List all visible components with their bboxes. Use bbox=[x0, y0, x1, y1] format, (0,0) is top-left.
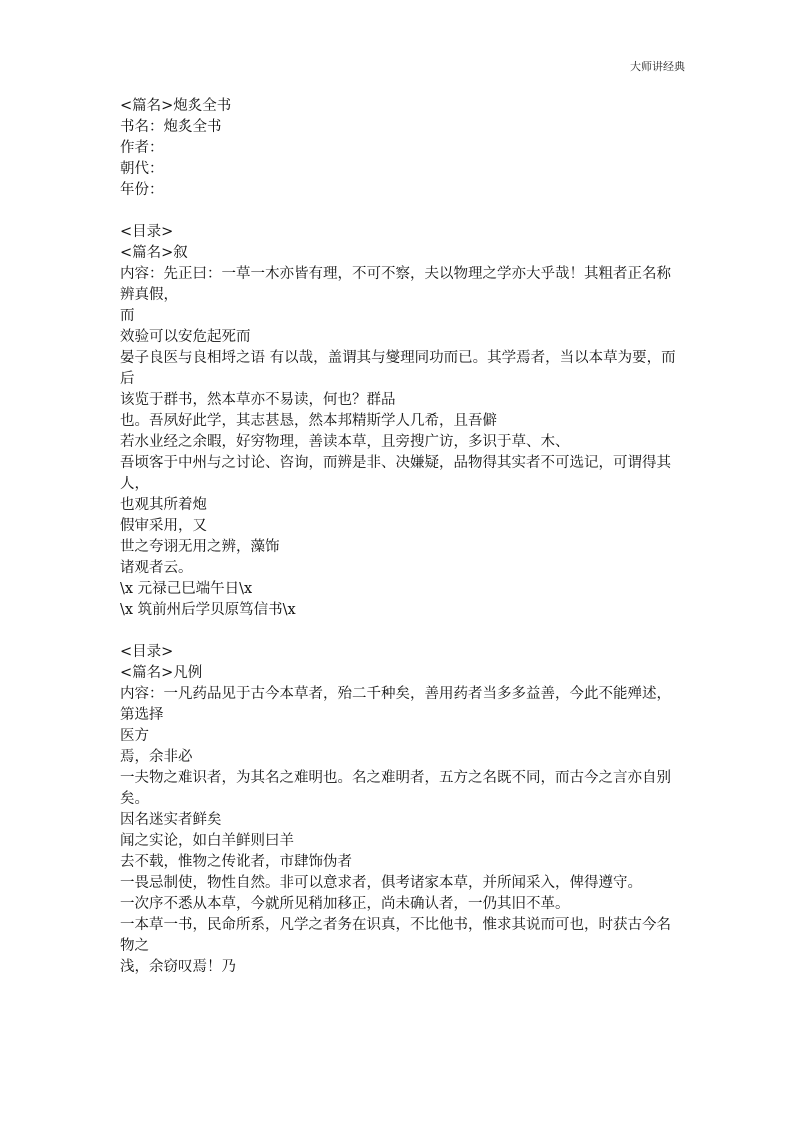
text-line: 若水业经之余暇，好穷物理，善读本草，且旁搜广访，多识于草、木、 bbox=[120, 434, 570, 450]
text-line: <篇名>凡例 bbox=[120, 665, 203, 681]
text-line: 医方 bbox=[120, 728, 149, 744]
text-line: 而 bbox=[120, 308, 135, 324]
text-line: 浅，余窃叹焉！乃 bbox=[120, 959, 236, 975]
meta-line: <篇名>炮炙全书 bbox=[120, 98, 232, 114]
meta-line: 作者： bbox=[120, 140, 164, 156]
text-line: \x 元禄己巳端午日\x bbox=[120, 581, 253, 597]
text-line: 一次序不悉从本草，今就所见稍加移正，尚未确认者，一仍其旧不革。 bbox=[120, 896, 570, 912]
text-line: 去不载，惟物之传讹者，市肆饰伪者 bbox=[120, 854, 352, 870]
text-line: 闻之实论，如白羊鲜则曰羊 bbox=[120, 833, 294, 849]
text-line: 诸观者云。 bbox=[120, 560, 193, 576]
text-line: 也。吾夙好此学，其志甚恳，然本邦精斯学人几希，且吾僻 bbox=[120, 413, 497, 429]
text-line: 吾顷客于中州与之讨论、咨询，而辨是非、决嫌疑，品物得其实者不可选记，可谓得其人， bbox=[120, 455, 671, 492]
text-line: \x 筑前州后学贝原笃信书\x bbox=[120, 602, 296, 618]
text-line: 物之 bbox=[120, 938, 149, 954]
meta-line: 书名：炮炙全书 bbox=[120, 119, 222, 135]
page-header-site-name: 大师讲经典 bbox=[630, 60, 685, 73]
section-preface bbox=[120, 222, 680, 621]
spacer bbox=[120, 621, 680, 642]
text-line: <篇名>叙 bbox=[120, 245, 188, 261]
text-line: 矣。 bbox=[120, 791, 149, 807]
section-general-rules bbox=[120, 642, 680, 978]
text-line: 一本草一书，民命所系，凡学之者务在识真，不比他书，惟求其说而可也，时获古今名 bbox=[120, 917, 671, 933]
text-line: 因名迷实者鲜矣 bbox=[120, 812, 222, 828]
text-line: 一畏忌制使，物性自然。非可以意求者，俱考诸家本草，并所闻采入，俾得遵守。 bbox=[120, 875, 642, 891]
text-line: 晏子良医与良相埒之语 有以哉，盖谓其与燮理同功而已。其学焉者，当以本草为要，而后 bbox=[120, 350, 676, 387]
text-line: <目录> bbox=[120, 224, 174, 240]
meta-block bbox=[120, 96, 680, 201]
text-line: 内容：一凡药品见于古今本草者，殆二千种矣，善用药者当多多益善，今此不能殚述，第选择 bbox=[120, 686, 671, 723]
text-line: 也观其所着炮 bbox=[120, 497, 207, 513]
meta-line: 朝代： bbox=[120, 161, 164, 177]
text-line: 焉，余非必 bbox=[120, 749, 193, 765]
text-line: 内容：先正曰：一草一木亦皆有理，不可不察，夫以物理之学亦大乎哉！其粗者正名称辨真假， bbox=[120, 266, 671, 303]
document-body bbox=[120, 96, 680, 978]
text-line: 假审采用，又 bbox=[120, 518, 207, 534]
text-line: <目录> bbox=[120, 644, 174, 660]
text-line: 一夫物之难识者，为其名之难明也。名之难明者，五方之名既不同，而古今之言亦自别 bbox=[120, 770, 671, 786]
spacer bbox=[120, 201, 680, 222]
text-line: 该览于群书，然本草亦不易读，何也？群品 bbox=[120, 392, 396, 408]
text-line: 效验可以安危起死而 bbox=[120, 329, 251, 345]
meta-line: 年份： bbox=[120, 182, 164, 198]
text-line: 世之夸诩无用之辨，藻饰 bbox=[120, 539, 280, 555]
